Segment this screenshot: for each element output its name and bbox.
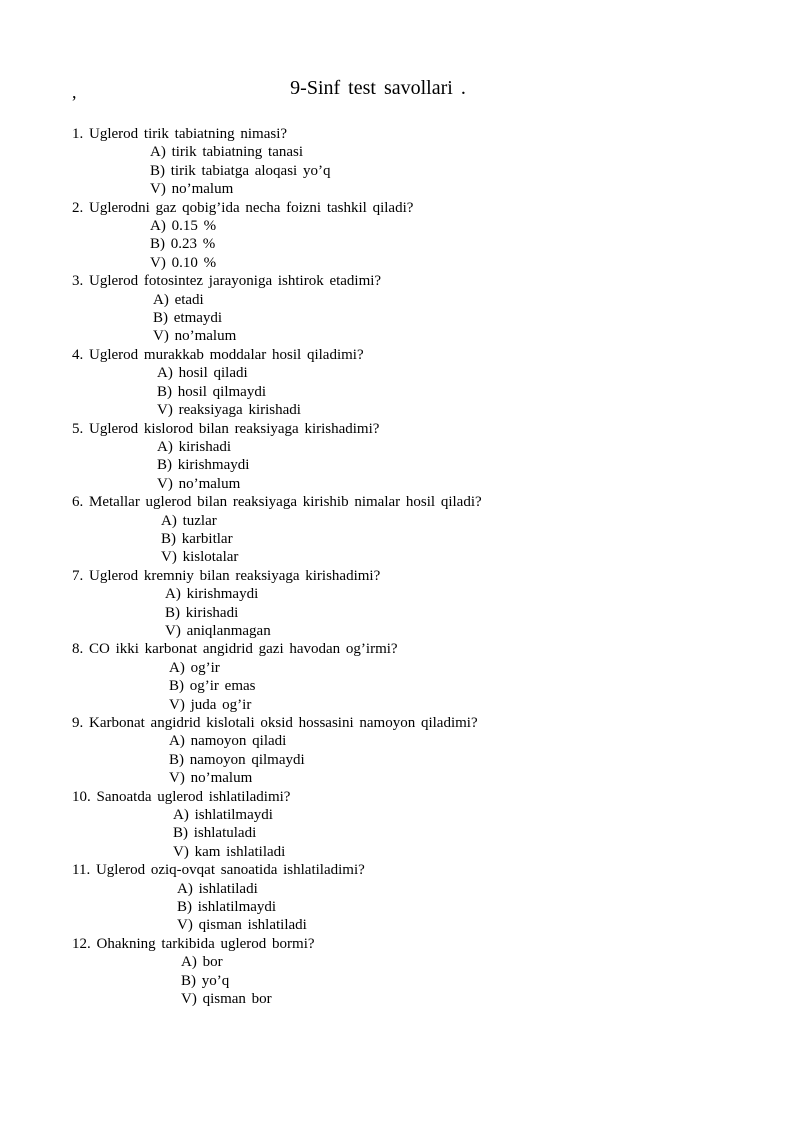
answer-option: V) 0.10 % xyxy=(150,254,217,271)
question-item xyxy=(72,493,772,567)
answer-option: A) kirishmaydi xyxy=(165,586,259,603)
question-text: 12. Ohakning tarkibida uglerod bormi? xyxy=(72,935,315,952)
answer-option: A) 0.15 % xyxy=(150,218,217,235)
answer-option: V) no’malum xyxy=(150,181,234,198)
answer-option: B) kirishmaydi xyxy=(157,457,250,474)
answer-option: V) kislotalar xyxy=(161,549,239,566)
question-text: 1. Uglerod tirik tabiatning nimasi? xyxy=(72,126,288,142)
answer-option: B) 0.23 % xyxy=(150,236,216,253)
answer-option: B) etmaydi xyxy=(153,310,223,327)
question-item xyxy=(72,420,772,494)
answer-option: V) aniqlanmagan xyxy=(165,622,271,639)
question-item xyxy=(72,714,772,788)
question-item xyxy=(72,861,772,935)
answer-option: A) og’ir xyxy=(169,659,220,676)
question-text: 3. Uglerod fotosintez jarayoniga ishtirok etadimi? xyxy=(72,273,382,290)
question-item xyxy=(72,346,772,420)
question-item xyxy=(72,567,772,641)
answer-option: A) tirik tabiatning tanasi xyxy=(150,144,304,161)
answer-option: V) qisman ishlatiladi xyxy=(177,917,307,934)
question-item xyxy=(72,935,772,1009)
answer-option: B) namoyon qilmaydi xyxy=(169,751,305,768)
answer-option: A) ishlatiladi xyxy=(177,880,258,897)
question-list xyxy=(72,125,772,1009)
answer-option: V) juda og’ir xyxy=(169,696,252,713)
question-text: 10. Sanoatda uglerod ishlatiladimi? xyxy=(72,788,291,805)
answer-option: V) reaksiyaga kirishadi xyxy=(157,402,301,419)
answer-option: B) ishlatilmaydi xyxy=(177,899,277,916)
question-text: 9. Karbonat angidrid kislotali oksid hossasini namoyon qiladimi? xyxy=(72,715,478,731)
answer-option: V) no’malum xyxy=(157,475,241,492)
answer-option: V) no’malum xyxy=(169,770,253,787)
question-item xyxy=(72,199,772,273)
answer-option: B) tirik tabiatga aloqasi yo’q xyxy=(150,162,331,179)
answer-option: A) namoyon qiladi xyxy=(169,733,287,750)
question-item xyxy=(72,788,772,862)
question-text: 7. Uglerod kremniy bilan reaksiyaga kirishadimi? xyxy=(72,567,381,584)
answer-option: B) karbitlar xyxy=(161,530,233,547)
header-mark: , xyxy=(72,82,77,102)
answer-option: B) kirishadi xyxy=(165,604,239,621)
question-text: 6. Metallar uglerod bilan reaksiyaga kirishib nimalar hosil qiladi? xyxy=(72,494,482,511)
question-text: 8. CO ikki karbonat angidrid gazi havodan og’irmi? xyxy=(72,641,398,658)
answer-option: A) bor xyxy=(181,954,223,971)
answer-option: V) no’malum xyxy=(153,328,237,345)
question-text: 2. Uglerodni gaz qobig’ida necha foizni tashkil qiladi? xyxy=(72,199,414,216)
answer-option: A) tuzlar xyxy=(161,512,217,529)
question-text: 5. Uglerod kislorod bilan reaksiyaga kirishadimi? xyxy=(72,420,380,437)
answer-option: B) yo’q xyxy=(181,972,230,989)
answer-option: B) hosil qilmaydi xyxy=(157,383,266,400)
page-title: 9-Sinf test savollari . xyxy=(290,77,466,99)
answer-option: A) kirishadi xyxy=(157,438,232,455)
answer-option: V) kam ishlatiladi xyxy=(173,843,286,860)
answer-option: V) qisman bor xyxy=(181,991,272,1008)
question-item xyxy=(72,125,772,199)
question-text: 11. Uglerod oziq-ovqat sanoatida ishlatiladimi? xyxy=(72,862,365,879)
question-item xyxy=(72,272,772,346)
answer-option: A) hosil qiladi xyxy=(157,365,248,382)
answer-option: B) ishlatuladi xyxy=(173,825,257,842)
question-text: 4. Uglerod murakkab moddalar hosil qiladimi? xyxy=(72,346,364,363)
question-item xyxy=(72,640,772,714)
answer-option: B) og’ir emas xyxy=(169,678,256,695)
answer-option: A) etadi xyxy=(153,291,204,308)
answer-option: A) ishlatilmaydi xyxy=(173,807,273,824)
